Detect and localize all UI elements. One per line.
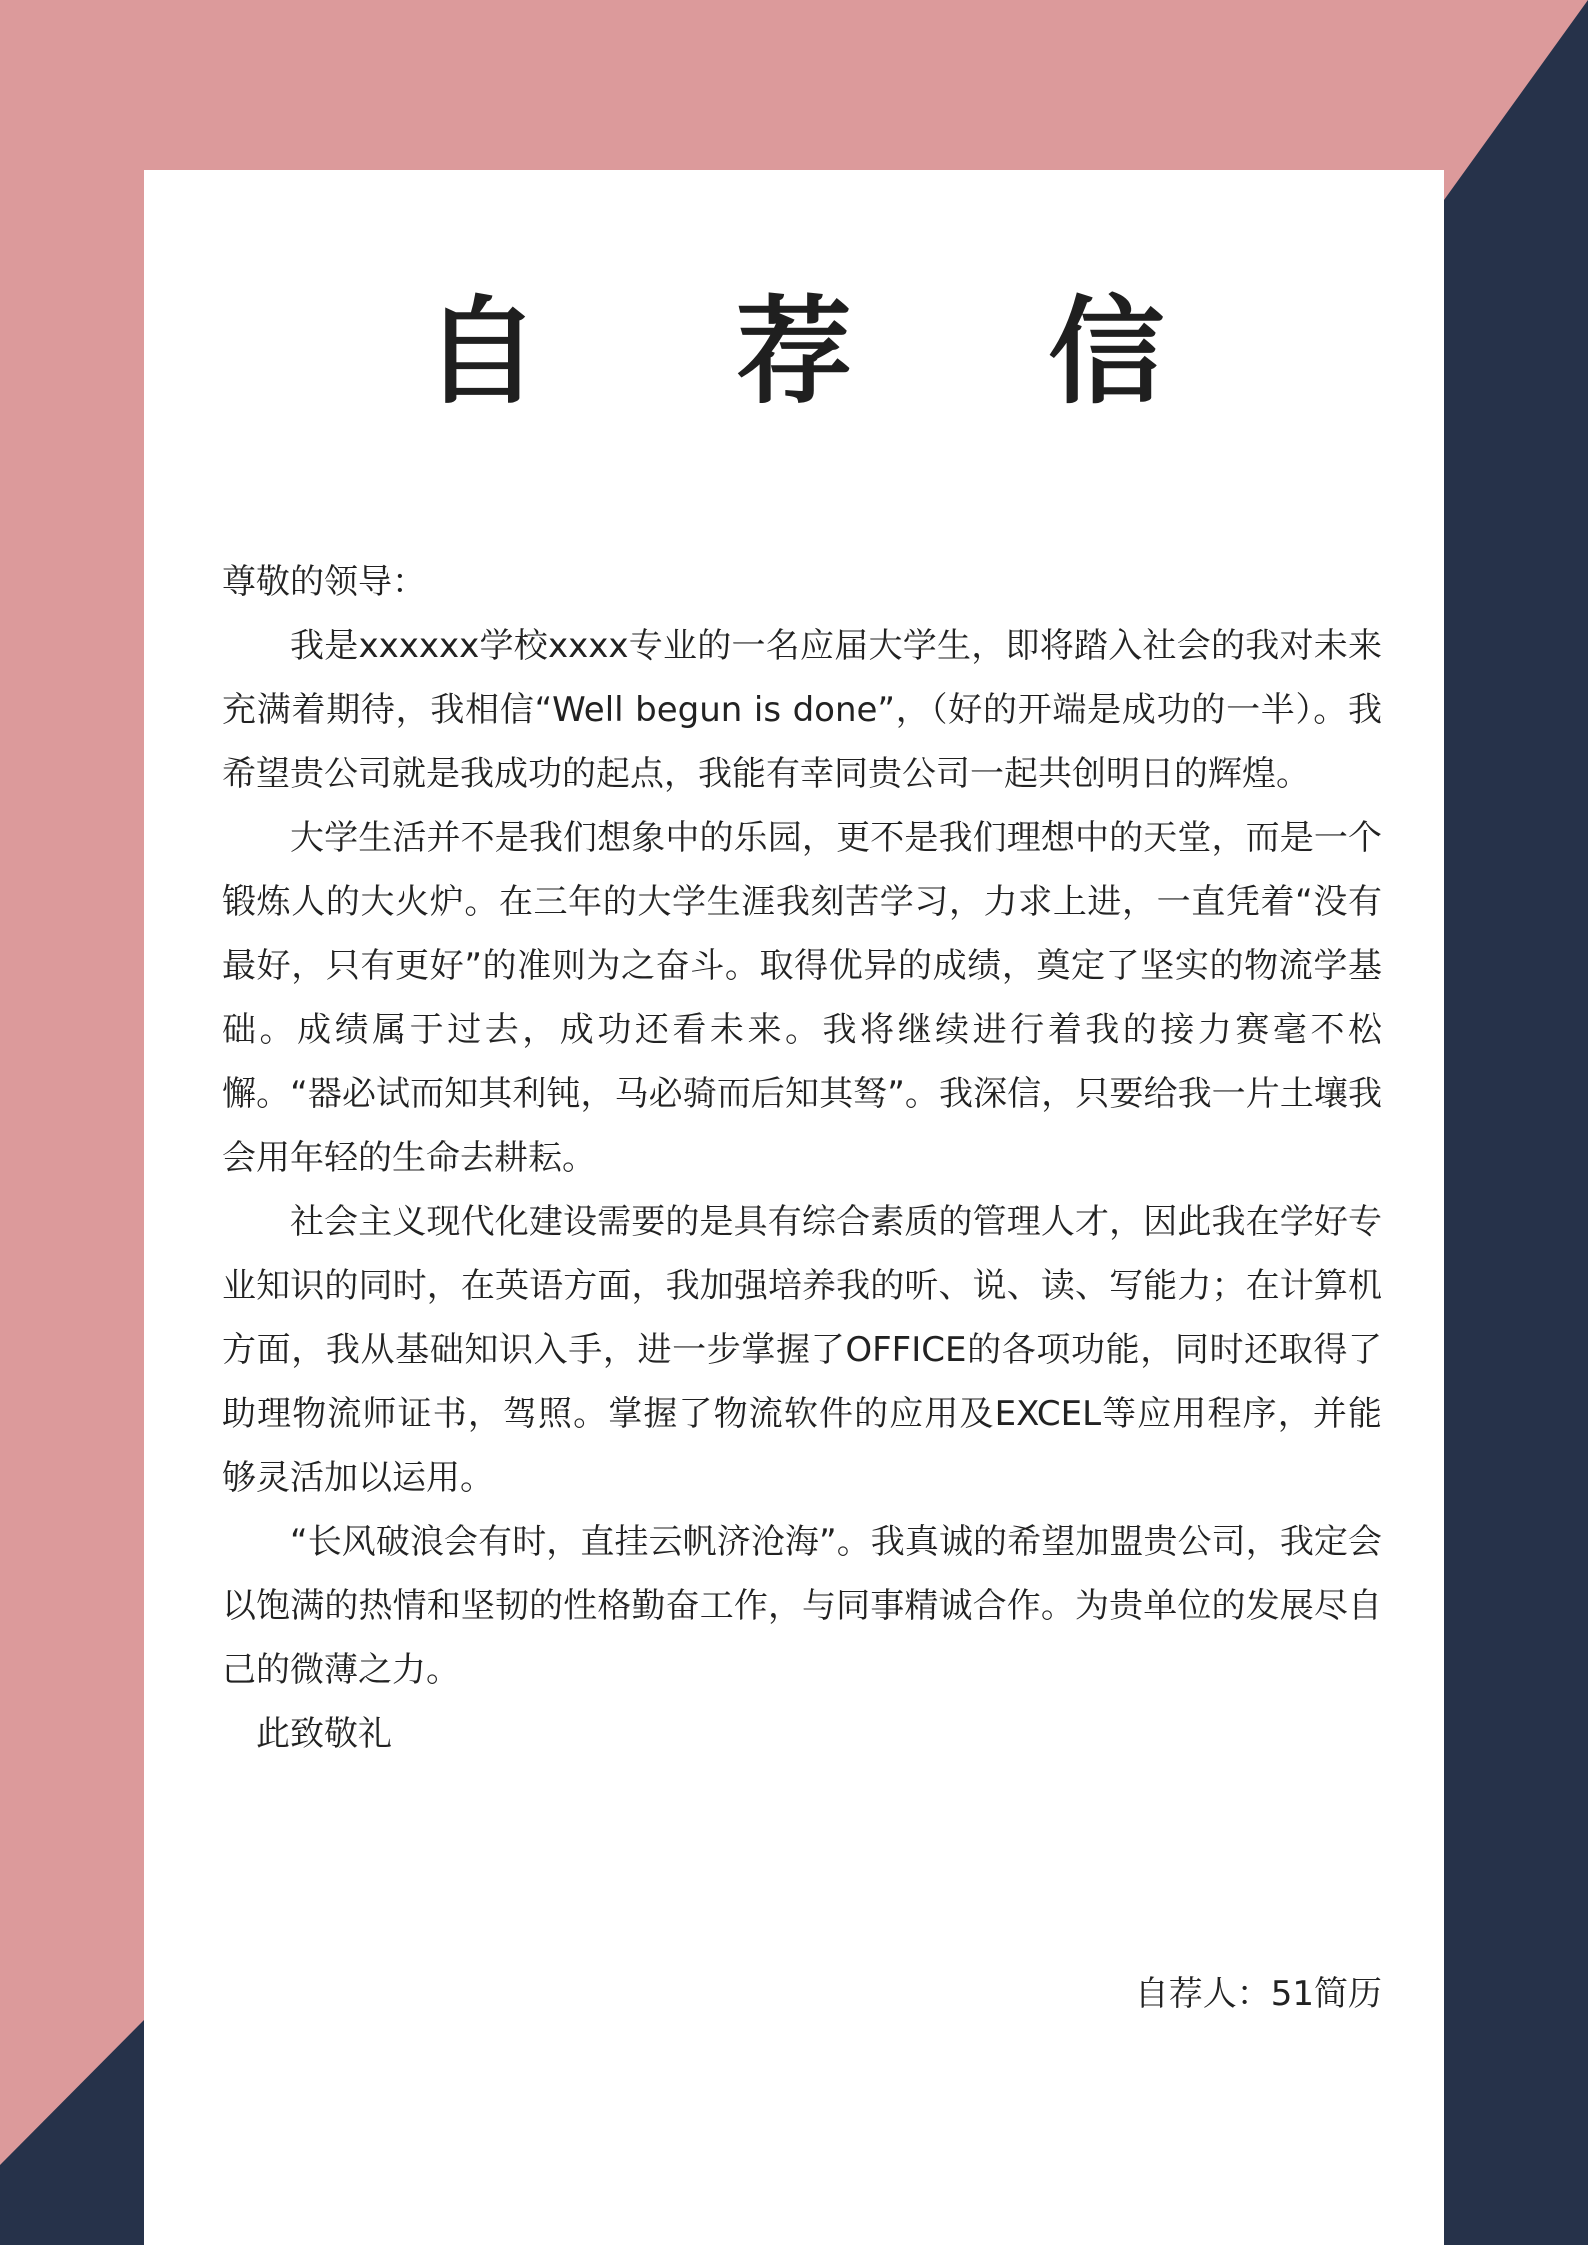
page-title: 自 荐 信	[423, 285, 1243, 420]
paragraph-2: 大学生活并不是我们想象中的乐园，更不是我们理想中的天堂，而是一个锻炼人的大火炉。在三年的大学生涯我刻苦学习，力求上进，一直凭着“没有最好，只有更好”的准则为之奋斗。取得优异的成绩，奠定了坚实的物流学基础。成绩属于过去，成功还看未来。我将继续进行着我的接力赛毫不松懈。“器必试而知其利钝，马必骑而后知其驽”。我深信，只要给我一片土壤我会用年轻的生命去耕耘。	[222, 818, 1382, 1178]
paragraph-4: “长风破浪会有时，直挂云帆济沧海”。我真诚的希望加盟贵公司，我定会以饱满的热情和坚韧的性格勤奋工作，与同事精诚合作。为贵单位的发展尽自己的微薄之力。	[222, 1522, 1382, 1690]
paragraph-1: 我是xxxxxx学校xxxx专业的一名应届大学生，即将踏入社会的我对未来充满着期待，我相信“Well begun is done”，（好的开端是成功的一半）。我希望贵公司就是我成功的起点，我能有幸同贵公司一起共创明日的辉煌。	[222, 626, 1382, 794]
signature: 自荐人：51简历	[1134, 1974, 1382, 2014]
closing-line: 此致敬礼	[256, 1714, 392, 1754]
paragraph-3: 社会主义现代化建设需要的是具有综合素质的管理人才，因此我在学好专业知识的同时，在英语方面，我加强培养我的听、说、读、写能力；在计算机方面，我从基础知识入手，进一步掌握了OFFICE的各项功能，同时还取得了助理物流师证书，驾照。掌握了物流软件的应用及EXCEL等应用程序，并能够灵活加以运用。	[222, 1202, 1382, 1498]
salutation: 尊敬的领导：	[222, 562, 426, 602]
letter-body	[222, 550, 1382, 1766]
